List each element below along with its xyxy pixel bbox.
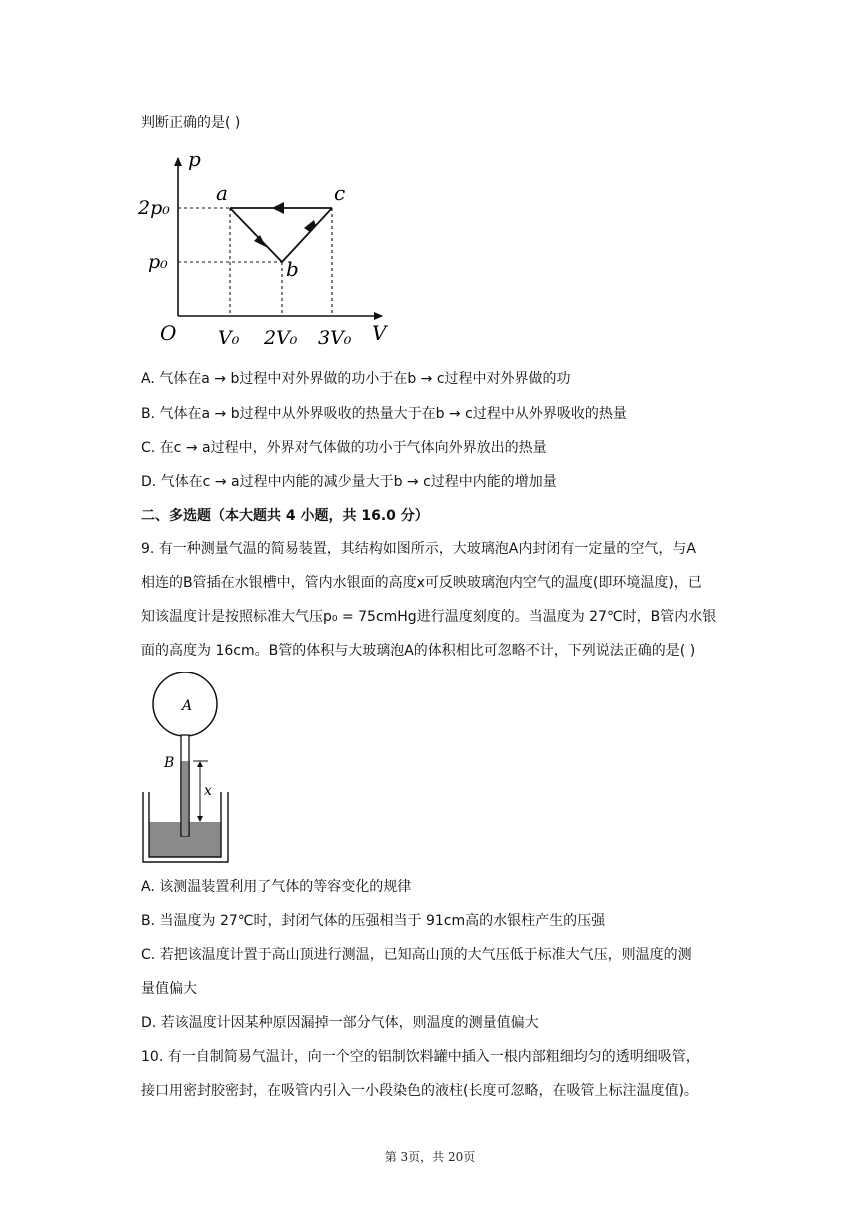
y-axis-label: p bbox=[188, 148, 201, 171]
q9-option-a: A. 该测温装置利用了气体的等容变化的规律 bbox=[141, 879, 412, 895]
height-label: x bbox=[204, 783, 212, 799]
x-axis-label: V bbox=[372, 321, 387, 345]
q9-line-1: 9. 有一种测量气温的简易装置，其结构如图所示，大玻璃泡A内封闭有一定量的空气，与A bbox=[141, 541, 696, 557]
page-footer: 第 3页，共 20页 bbox=[384, 1150, 476, 1164]
q8-option-d: D. 气体在c → a过程中内能的减少量大于b → c过程中内能的增加量 bbox=[141, 474, 557, 490]
process-b-c bbox=[282, 208, 332, 262]
x-tick-v0: V₀ bbox=[218, 327, 240, 349]
intro-text: 判断正确的是( ) bbox=[141, 115, 241, 131]
thermometer-diagram bbox=[138, 672, 238, 870]
bulb-label: A bbox=[182, 698, 193, 714]
point-c-label: c bbox=[334, 181, 346, 205]
arrow-c-a-head bbox=[272, 202, 284, 214]
tube-label: B bbox=[164, 755, 175, 771]
q9-option-c-cont: 量值偏大 bbox=[141, 981, 197, 997]
section-heading: 二、多选题（本大题共 4 小题，共 16.0 分） bbox=[141, 508, 429, 524]
origin-label: O bbox=[160, 321, 177, 345]
y-tick-2p0: 2p₀ bbox=[138, 197, 170, 219]
q9-option-c: C. 若把该温度计置于高山顶进行测温，已知高山顶的大气压低于标准大气压，则温度的测 bbox=[141, 947, 692, 963]
pv-diagram bbox=[136, 148, 396, 358]
y-tick-p0: p₀ bbox=[148, 251, 168, 273]
x-tick-2v0: 2V₀ bbox=[264, 327, 298, 349]
q8-option-b: B. 气体在a → b过程中从外界吸收的热量大于在b → c过程中从外界吸收的热量 bbox=[141, 406, 627, 422]
point-a-label: a bbox=[216, 181, 228, 205]
arrow-b-c-head bbox=[304, 220, 316, 232]
x-tick-3v0: 3V₀ bbox=[318, 327, 352, 349]
arrow-a-b-head bbox=[254, 235, 266, 247]
q10-line-1: 10. 有一自制简易气温计，向一个空的铝制饮料罐中插入一根内部粗细均匀的透明细吸管， bbox=[141, 1049, 700, 1065]
q9-option-d: D. 若该温度计因某种原因漏掉一部分气体，则温度的测量值偏大 bbox=[141, 1015, 539, 1031]
process-a-b bbox=[230, 208, 282, 262]
q9-option-b: B. 当温度为 27℃时，封闭气体的压强相当于 91cm高的水银柱产生的压强 bbox=[141, 913, 606, 929]
q8-option-a: A. 气体在a → b过程中对外界做的功小于在b → c过程中对外界做的功 bbox=[141, 371, 571, 387]
q8-option-c: C. 在c → a过程中，外界对气体做的功小于气体向外界放出的热量 bbox=[141, 440, 547, 456]
point-b-label: b bbox=[286, 257, 299, 281]
tube-mercury bbox=[182, 761, 188, 836]
q10-line-2: 接口用密封胶密封，在吸管内引入一小段染色的液柱(长度可忽略，在吸管上标注温度值)。 bbox=[141, 1083, 698, 1099]
q9-line-4: 面的高度为 16cm。B管的体积与大玻璃泡A的体积相比可忽略不计，下列说法正确的是( ) bbox=[141, 643, 696, 659]
q9-line-2: 相连的B管插在水银槽中，管内水银面的高度x可反映玻璃泡内空气的温度(即环境温度)，已 bbox=[141, 575, 702, 591]
q9-line-3: 知该温度计是按照标准大气压p₀ = 75cmHg进行温度刻度的。当温度为 27℃时，B管内水银 bbox=[141, 609, 717, 625]
